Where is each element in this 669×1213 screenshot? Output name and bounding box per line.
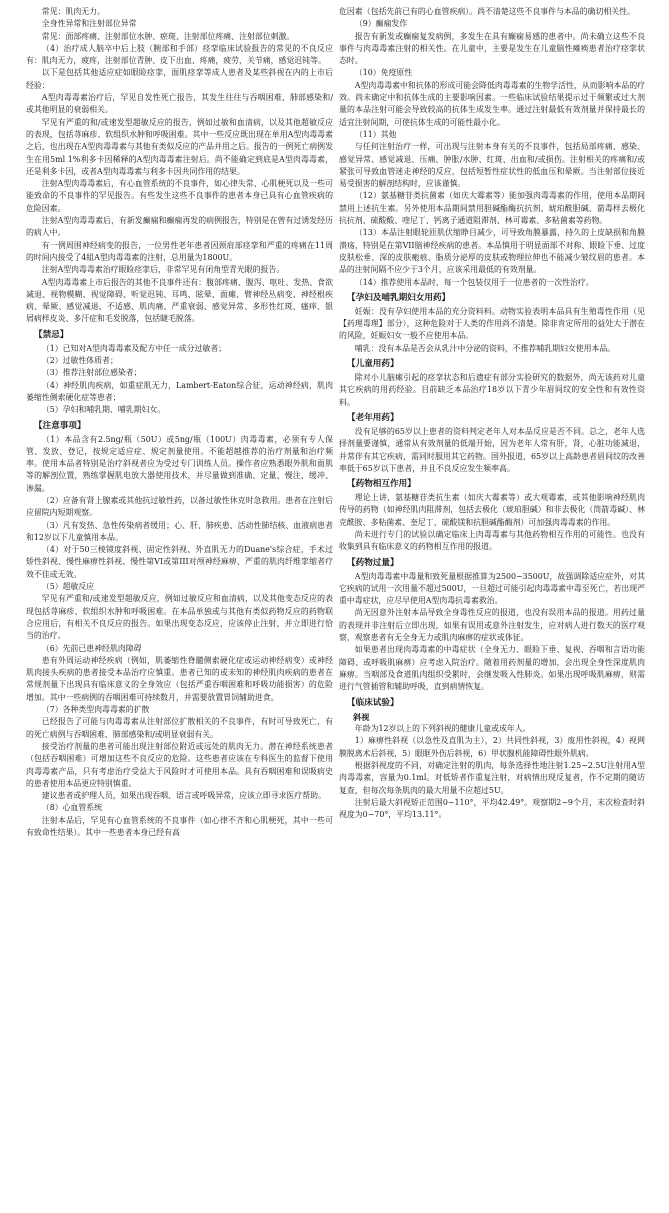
section-heading: 【老年用药】 bbox=[347, 412, 399, 423]
paragraph: 以下是包括其他适应症如眼睑痉挛，面肌痉挛等成人患者及某些斜视在内的上市后经验： bbox=[26, 68, 333, 90]
paragraph: 全身性异常和注射部位异常 bbox=[41, 19, 137, 29]
paragraph: 与任何注射治疗一样，可出现与注射本身有关的不良事件，包括局部疼痛、感染、感觉异常、感觉减退、压痛、肿胀/水肿、红斑、出血和/或损伤。注射相关的疼痛和/或紧张可导致血管迷走神经的反应，包括短暂性症状性的低血压和晕厥。当注射部位接近易受损害的解剖结构时，应该谨慎。 bbox=[339, 142, 645, 189]
section-heading: 【药物过量】 bbox=[347, 557, 399, 568]
paragraph: （8）心血管系统 bbox=[41, 803, 103, 813]
section-heading: 【临床试验】 bbox=[347, 697, 399, 708]
paragraph: （14）推荐使用本品时，每一个包装仅用于一位患者的一次性治疗。 bbox=[354, 277, 594, 287]
paragraph: A型肉毒毒素中和抗体的形成可能会降低肉毒毒素的生物学活性，从而影响本品的疗效。尚未确定中和抗体生成的主要影响因素。一些临床试验结果提示过于频繁或过大剂量的本品注射可能会导致较高的抗体生成发生率。通过注射最低有效剂量并保持最长的适宜注射间期，可使抗体生成的可能性最小化。 bbox=[339, 80, 645, 127]
paragraph: （9）癫痫发作 bbox=[354, 19, 408, 29]
paragraph: 患有外周运动神经疾病（例如，肌萎缩性脊髓侧索硬化症或运动神经病变）或神经肌肉接头疾病的患者接受本品治疗应慎重。患者已知的或未知的神经肌肉疾病的患者在常规剂量下出现具有临床意义的全身效应（包括严重吞咽困难和呼吸功能损害）的危险增加。其中一些病例的吞咽困难可持续数月，并需要放置胃饲辅助进食。 bbox=[26, 655, 333, 702]
paragraph: 罕见有严重的和/或速发型超敏反应的报告，例如过敏和血清病，以及其他超敏反应的表现，包括荨麻疹、软组织水肿和呼吸困难。其中一些反应既出现在单用A型肉毒毒素之后，也出现在A型肉毒毒素与其他有类似反应的产品并用之后。报告的一例死亡病例发生在用5ml 1%利多卡因稀释的A型肉毒毒素注射后。尚不能确定到底是A型肉毒毒素，还是利多卡因，或者A型肉毒毒素与利多卡因共同作用的结果。 bbox=[26, 117, 333, 176]
paragraph: 根据斜视度的不同，对确定注射的肌肉，每条选择性地注射1.25~2.5U注射用A型肉毒毒素，容量为0.1ml。对低矫者作重复注射，对病情出现反复者，作不定期的随访复查，但每次每条肌肉的最大用量不应超过5U。 bbox=[339, 760, 645, 795]
paragraph: （4）对于50三棱镜度斜视、固定性斜视、外直肌无力的Duane's综合症，手术过矫性斜视、慢性麻痹性斜视、慢性第VI或第III对颅神经麻痹、严重的肌肉纤维挛缩者疗效不佳或无效。 bbox=[26, 545, 333, 579]
paragraph: （10）免疫原性 bbox=[354, 68, 413, 78]
paragraph: （7）各种类型肉毒毒素的扩散 bbox=[41, 705, 150, 715]
paragraph: A型肉毒毒素中毒量和致死量根据推算为2500~3500U，故强调除适应症外，对其它疾病的试用一次用量不超过500U，一旦超过可能引起肉毒毒素中毒至死亡，若出现严重中毒症状，应尽早使用A型肉毒抗毒素救治。 bbox=[339, 571, 645, 606]
paragraph: A型肉毒毒素上市后报告的其他不良事件还有：腹部疼痛、腹泻、呕吐、发热、食欲减退、视物模糊、视觉障碍、听觉迟钝、耳鸣、眩晕、面瘫、臂神经丛病变、神经根疾病、晕厥、感觉减退、不适感、肌肉痛、严重衰弱、感觉异常、多形性红斑、瘙痒、银屑病样皮炎、多汗症和毛发脱落，包括睫毛脱落。 bbox=[26, 277, 333, 324]
section-heading: 【注意事项】 bbox=[34, 420, 86, 431]
paragraph: 哺乳：没有本品是否会从乳汁中分泌的资料，不推荐哺乳期妇女使用本品。 bbox=[354, 343, 616, 353]
paragraph: 理论上讲，氨基糖苷类抗生素（如庆大霉素等）或大观霉素，或其他影响神经肌肉传导的药物（如神经肌肉阻滞剂，包括去极化（琥珀胆碱）和非去极化（筒箭毒碱）、林克酰胺、多粘菌素、奎尼丁、硫酸镁和抗胆碱酯酶剂）可加强肉毒毒素的作用。 bbox=[339, 493, 645, 527]
subsection-heading: 斜视 bbox=[353, 711, 370, 722]
left-column bbox=[26, 6, 333, 1209]
paragraph: （11）其他 bbox=[354, 129, 397, 139]
paragraph: 注射后最大斜视矫正范围0~110°，平均42.49°。观察期2~9个月，末次检查时斜视度为0~70°，平均13.11°。 bbox=[339, 797, 645, 820]
right-column bbox=[339, 6, 645, 1209]
paragraph: 注射本品后，罕见有心血管系统的不良事件（如心律不齐和心肌梗死，其中一些可有致命性结果）。其中一些患者本身已经有高 bbox=[26, 815, 333, 837]
paragraph: （4）神经肌肉疾病，如重症肌无力，Lambert-Eaton综合征，运动神经病，肌肉萎缩性侧索硬化症等患者； bbox=[26, 380, 333, 402]
paragraph: （2）应备有肾上腺素或其他抗过敏性药，以备过敏性休克时急救用。患者在注射后应留院内短期观察。 bbox=[26, 495, 333, 518]
paragraph: （1）已知对A型肉毒毒素及配方中任一成分过敏者； bbox=[41, 343, 227, 353]
paragraph: 注射A型肉毒毒素后，有新发癫痫和癫痫再发的病例报告，特别是在曾有过诱发经历的病人中。 bbox=[26, 216, 333, 238]
paragraph: （2）过敏性体质者； bbox=[41, 356, 118, 366]
paragraph: 接受治疗剂量的患者可能出现注射部位附近或远处的肌肉无力。潜在神经系统患者（包括吞咽困难）可增加这些不良反应的危险。这些患者应该在专科医生的监督下使用肉毒毒素产品，只有考虑治疗受益大于风险时才可使用本品。具有吞咽困难和误吸病史的患者使用本品更应特别慎重。 bbox=[26, 741, 333, 788]
paragraph: （3）凡有发热、急性传染病者缓用；心、肝、肺疾患、活动性肺结核、血液病患者和12岁以下儿童慎用本品。 bbox=[26, 520, 333, 542]
paragraph: （12）氨基糖苷类抗菌素（如庆大霉素等）能加强肉毒毒素的作用，使用本品期间禁用上述抗生素。另外使用本品期间禁用胆碱酯酶抗抗剂、琥珀酰胆碱、箭毒样去极化抗抗剂、硫酸酸、喹尼丁、钙离子通道阻滞剂、林可霉素、多粘菌素等药物。 bbox=[339, 191, 645, 226]
paragraph: 注射A型肉毒毒素治疗眼睑痉挛后，非常罕见有闭角型青光眼的报告。 bbox=[41, 265, 285, 275]
paragraph: 注射A型肉毒毒素后，有心血管系统的不良事件，如心律失常、心肌梗死以及一些可能致命的不良事件的罕见报告。有些发生这些不良事件的患者本身已具有心血管疾病的危险因素。 bbox=[26, 179, 333, 213]
paragraph: （1）本品含有2.5ng/瓶（50U）或5ng/瓶（100U）肉毒毒素，必须有专人保管、发放、登记，按规定适应症、规定剂量使用。不能超越推荐的治疗剂量和治疗频率。使用本品者特别是治疗斜视者应为受过专门训练人员。操作者应熟悉眼外肌和面肌等的解剖位置，熟练掌握肌电放大器使用技术，并尽量做到准确、定量、慢注、缓冲、渗漏。 bbox=[26, 434, 333, 493]
paragraph: （4）治疗成人脑卒中后上肢（腕部和手部）痉挛临床试验报告的常见的不良反应有：肌肉无力，疲疼，注射部位青肿、皮下出血、疼痛，疲劳，关节痛，感觉迟钝等。 bbox=[26, 43, 333, 66]
paragraph: （5）超敏反应 bbox=[41, 582, 95, 592]
paragraph: 如果患者出现肉毒毒素的中毒症状（全身无力、眼睑下垂、复视、吞咽和言语功能障碍、或呼吸肌麻痹）应考虑入院治疗。随着用药剂量的增加，会出现全身性深度肌肉麻痹。当咽部及食道肌肉组织受累时，会继发吸入性肺炎。如果出现呼吸肌麻痹，则需进行气管插管和辅助呼吸，直到病情恢复。 bbox=[339, 645, 645, 692]
section-heading: 【儿童用药】 bbox=[347, 359, 399, 370]
paragraph: 除对小儿脑瘫引起的痉挛状态和后遗症有部分实验研究的数据外，尚无该药对儿童其它疾病的用药经验。目前缺乏本品治疗18岁以下青少年眉间纹的安全性和有效性资料。 bbox=[339, 373, 645, 407]
paragraph: 常见：面部疼痛、注射部位水肿、瘀斑、注射部位疼痛、注射部位刺激。 bbox=[41, 31, 295, 41]
section-heading: 【禁忌】 bbox=[34, 329, 69, 340]
paragraph: （6）先前已患神经肌肉障碍 bbox=[41, 643, 142, 653]
paragraph: 已经报告了可能与肉毒毒素从注射部位扩散相关的不良事件，有时可导致死亡，有的死亡病例与吞咽困难、肺部感染和/或明显衰弱有关。 bbox=[26, 717, 333, 739]
paragraph: 罕见有严重和/或速发型超敏反应，例如过敏反应和血清病，以及其他变态反应的表现包括荨麻疹、软组织水肿和呼吸困难。在本品单独或与其他有类似药物反应的药物联合应用后，有相关不良反应的报告。如果出现变态反应，应该停止注射，并立即进行恰当的治疗。 bbox=[26, 594, 333, 641]
section-heading: 【药物相互作用】 bbox=[347, 479, 416, 490]
paragraph: A型肉毒毒素治疗后，罕见自发性死亡报告，其发生往往与吞咽困难、肺部感染和/或其他明显的衰弱相关。 bbox=[26, 93, 333, 115]
paragraph: 年龄为12岁以上的下列斜视的健康儿童或成年人。 bbox=[354, 724, 531, 734]
section-heading: 【孕妇及哺乳期妇女用药】 bbox=[347, 292, 451, 303]
paragraph: （3）推荐注射部位感染者； bbox=[41, 368, 142, 378]
paragraph: 建议患者或护理人员，如果出现吞咽、语言或呼吸异常，应该立即寻求医疗帮助。 bbox=[41, 791, 326, 801]
paragraph: 1）麻痹性斜视（以急性及直肌为主），2）共同性斜视，3）废用性斜视，4）视网膜脱离术后斜视，5）眼眶外伤后斜视，6）甲状腺机能障碍性眼外肌病。 bbox=[339, 736, 645, 758]
paragraph: 没有足够的65岁以上患者的资料判定老年人对本品反应是否不同。总之，老年人选择剂量要谨慎，通常从有效剂量的低端开始，因为老年人常有肝，肾，心脏功能减退，并常伴有其它疾病，需同时服用其它药物。国外报道，65岁以上高龄患者眉间纹的改善率低于65岁以下患者，并且不良反应发生频率高。 bbox=[339, 426, 645, 473]
paragraph: 尚未进行专门的试验以确定临床上肉毒毒素与其他药物相互作用的可能性。也没有收集到具有临床意义的药物相互作用的报道。 bbox=[339, 529, 645, 552]
paragraph: 妊娠：没有孕妇使用本品的充分资料料。动物实验表明本品具有生殖毒性作用（见【药理毒理】部分），这种危险对于人类的作用尚不清楚。除非肯定所用的益处大于潜在的风险，妊娠妇女一般不应使用本品。 bbox=[339, 306, 645, 341]
paragraph: 尚无因意外注射本品导致全身毒性反应的报道，也没有误用本品的报道。用药过量的表现并非注射后立即出现，如果有误用或意外注射发生，应对病人进行数天的医疗观察，观察患者有无全身无力或肌肉麻痹的症状或体征。 bbox=[339, 608, 645, 643]
paragraph: 报告有新发或癫痫复发病例，多发生在具有癫痫易感的患者中。尚未确立这些不良事件与肉毒毒素注射的相关性。在儿童中，主要是发生在儿童脑性瘫痪患者治疗痉挛状态时。 bbox=[339, 31, 645, 66]
paragraph: （13）本品注射眼轮匝肌伏缩睁目减少，可导致角膜暴露，持久的上皮缺损和角膜溃疡，特别是在第VII脑神经疾病的患者。本品慎用于明显面部不对称、眼睑下垂、过度皮肤松垂、深的皮肤瘢痕、脂质分泌厚的皮肤或物理拉伸也不能减少皱纹眉的患者。本品的注射间隔不应少于3个月，应该采用最低的有效剂量。 bbox=[339, 228, 645, 275]
paragraph: （5）孕妇和哺乳期、哺乳期妇女。 bbox=[41, 405, 166, 415]
paragraph: 危因素（包括先前已有的心血管疾病）。尚不清楚这些不良事件与本品的确切相关性。 bbox=[339, 7, 635, 16]
paragraph: 有一例周围神经病变的报告，一位男性老年患者因颈肩部痉挛和严重的疼痛在11周的时间内接受了4組A型肉毒毒素的注射，总用量为1800U。 bbox=[26, 240, 333, 262]
paragraph: 常见：肌肉无力。 bbox=[41, 7, 105, 16]
